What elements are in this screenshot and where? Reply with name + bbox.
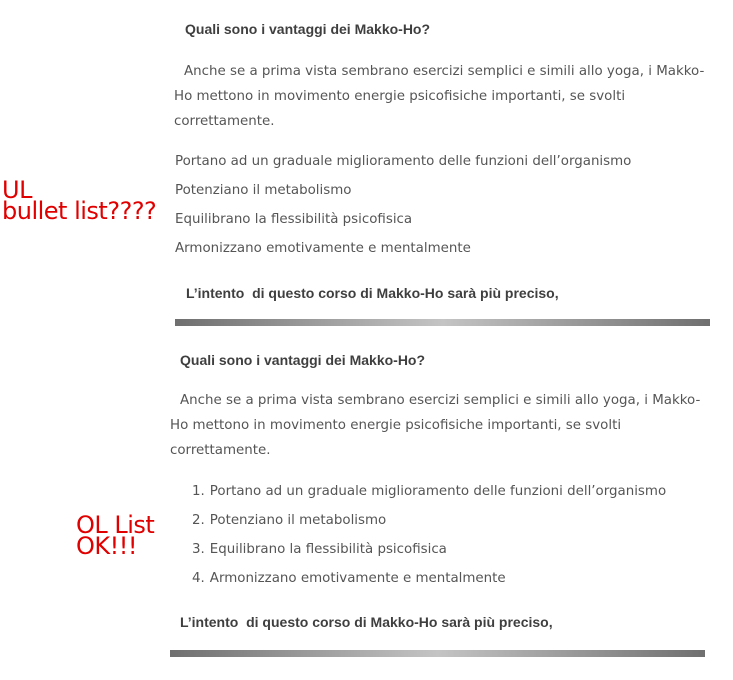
list-item xyxy=(192,511,666,540)
list-item: Equilibrano la flessibilità psicofisica xyxy=(175,212,413,227)
paragraph-line: Ho mettono in movimento energie psicofisiche importanti, se svolti xyxy=(170,418,622,433)
ordered-list xyxy=(192,482,666,598)
annotation-line: OK!!! xyxy=(76,532,137,560)
list-item-text: Potenziano il metabolismo xyxy=(209,513,387,528)
section-divider xyxy=(170,650,705,657)
section-heading: Quali sono i vantaggi dei Makko-Ho? xyxy=(185,21,431,37)
list-item-text: Equilibrano la flessibilità psicofisica xyxy=(209,542,447,557)
paragraph-line: Anche se a prima vista sembrano esercizi semplici e simili allo yoga, i Makko- xyxy=(184,64,705,79)
list-number: 1. xyxy=(192,484,205,499)
intro-paragraph xyxy=(170,388,710,463)
paragraph-line: Anche se a prima vista sembrano esercizi semplici e simili allo yoga, i Makko- xyxy=(180,393,701,408)
list-number: 3. xyxy=(192,542,205,557)
list-item: Potenziano il metabolismo xyxy=(175,183,352,198)
annotation-line: bullet list???? xyxy=(2,197,157,225)
section-heading: Quali sono i vantaggi dei Makko-Ho? xyxy=(180,352,426,368)
intro-paragraph xyxy=(174,59,714,134)
paragraph-line: correttamente. xyxy=(174,114,275,129)
list-item: Portano ad un graduale miglioramento delle funzioni dell’organismo xyxy=(175,154,632,169)
paragraph-line: correttamente. xyxy=(170,443,271,458)
intent-text: L’intento di questo corso di Makko-Ho sarà più preciso, xyxy=(186,285,559,301)
list-item-text: Portano ad un graduale miglioramento delle funzioni dell’organismo xyxy=(209,484,667,499)
paragraph-line: Ho mettono in movimento energie psicofisiche importanti, se svolti xyxy=(174,89,626,104)
list-item xyxy=(192,569,666,598)
intent-text: L’intento di questo corso di Makko-Ho sarà più preciso, xyxy=(180,614,553,630)
unordered-list xyxy=(175,152,631,268)
list-item-text: Armonizzano emotivamente e mentalmente xyxy=(209,571,506,586)
ul-annotation xyxy=(2,176,157,225)
list-number: 2. xyxy=(192,513,205,528)
list-number: 4. xyxy=(192,571,205,586)
annotation-line: OL List xyxy=(76,511,155,539)
list-item xyxy=(192,482,666,511)
section-divider xyxy=(175,319,710,326)
ol-annotation xyxy=(76,511,155,560)
annotation-line: UL xyxy=(2,176,32,204)
list-item xyxy=(192,540,666,569)
list-item: Armonizzano emotivamente e mentalmente xyxy=(175,241,471,256)
